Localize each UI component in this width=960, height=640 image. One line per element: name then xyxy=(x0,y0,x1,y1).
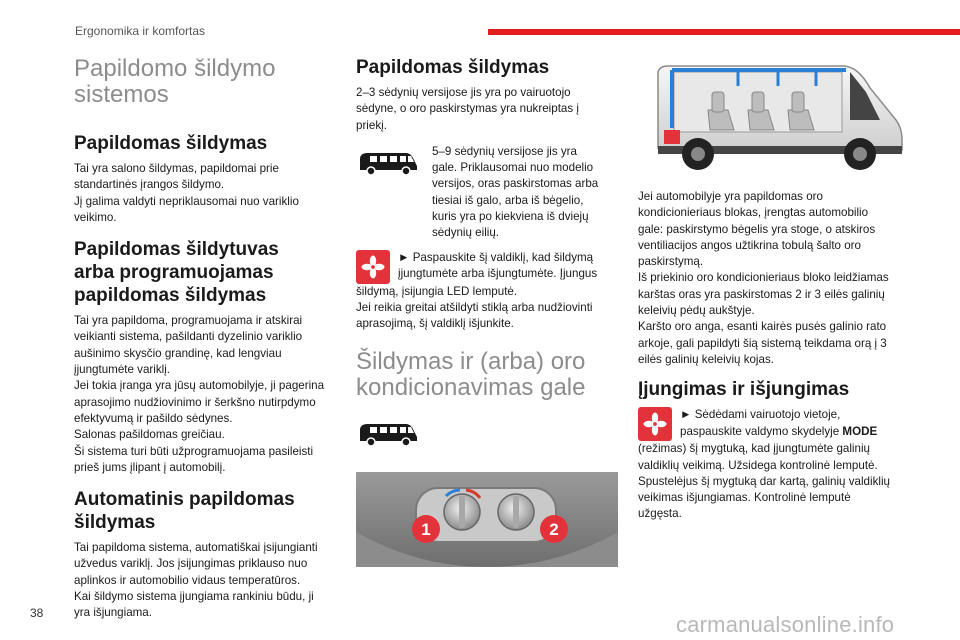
text-line: Tai papildoma sistema, automatiškai įsijungianti xyxy=(74,541,318,555)
text-line: paskirstymą. xyxy=(638,255,704,269)
text-line: kuris yra po kiekviena iš dviejų xyxy=(432,210,589,224)
text-line: 2–3 sėdynių versijose jis yra po vairuotojo xyxy=(356,86,571,99)
minibus-icon xyxy=(356,148,420,178)
text-line: paspauskite valdymo skydelyje xyxy=(680,424,840,438)
text-line: veikimas išjungiamas. Kontrolinė lemputė xyxy=(638,491,851,505)
mode-control-row xyxy=(638,407,910,441)
header-title: Ergonomika ir komfortas xyxy=(75,24,206,38)
text-line: ► Sėdėdami vairuotojo vietoje, xyxy=(680,408,841,422)
paragraph-rear-ac xyxy=(638,189,910,368)
minibus-icon-small xyxy=(356,419,420,449)
text-line: valdiklių veikimą. Užsidega kontrolinė lemputė. xyxy=(638,458,878,472)
text-line: Tai yra salono šildymas, papildomai prie xyxy=(74,162,279,175)
paragraph-seat-versions xyxy=(356,85,618,134)
text-line: priekį. xyxy=(356,118,387,132)
text-line: Karšto oro anga, esanti kairės pusės galinio rato xyxy=(638,320,887,334)
text-line: sėdynių eilių. xyxy=(432,226,500,240)
mode-instruction-continued xyxy=(638,441,910,522)
fan-instruction-start xyxy=(398,250,597,284)
text-line: ventiliacijos angos užtikrina tobulą šalto oro xyxy=(638,238,861,252)
text-line: Jei reikia greitai atšildyti stiklą arba nudžiovinti xyxy=(356,300,593,314)
fan-icon xyxy=(642,411,668,437)
fan-icon xyxy=(360,254,386,280)
text-line: ► Paspauskite šį valdiklį, kad šildymą xyxy=(398,250,594,264)
text-line: keleivių pėdų aukštyje. xyxy=(638,304,755,318)
column-middle xyxy=(356,56,618,572)
paragraph-additional-heating xyxy=(74,161,336,226)
text-line: Tai yra papildoma, programuojama ir atskirai xyxy=(74,314,303,328)
column-right xyxy=(638,58,910,533)
text-line: (režimas) šį mygtuką, kad įjungtumėte galinių xyxy=(638,442,870,456)
paragraph-rear-versions xyxy=(432,144,598,242)
text-line: aušinimo skysčio grandinę, kad lengviau xyxy=(74,346,282,360)
text-line: šildymą, įsijungia LED lemputė. xyxy=(356,284,518,298)
subtitle-programmable-heater: Papildomas šildytuvas arba programuojamas papildomas šildymas xyxy=(74,239,279,307)
subtitle-on-off: Įjungimas ir išjungimas xyxy=(638,379,850,401)
header-accent-bar xyxy=(488,29,960,35)
text-line: įjungtumėte arba išjungtumėte. Įjungus xyxy=(398,266,598,280)
mode-instruction-start xyxy=(680,407,877,441)
text-line: sėdyne, o oro paskirstymas yra nukreiptas į xyxy=(356,102,579,116)
text-line: veikianti sistema, pašildanti dyzelinio variklio xyxy=(74,330,303,344)
subtitle-automatic-heating: Automatinis papildomas šildymas xyxy=(74,489,295,534)
text-line: įjungtumėte variklį. xyxy=(74,363,171,377)
text-line: gale: paskirstymo bėgelis yra stoge, o atskiros xyxy=(638,222,876,236)
text-line: eilės galinių keleivių kojas. xyxy=(638,352,774,366)
text-line: Jei automobilyje yra papildomas oro xyxy=(638,190,823,203)
mode-fan-button[interactable] xyxy=(638,407,672,441)
mode-keyword: MODE xyxy=(842,424,878,438)
text-line: standartinės įrangos šildymo. xyxy=(74,178,225,192)
text-line: veikimo. xyxy=(74,210,117,224)
text-line: Ši sistema turi būti užprogramuojama pasileisti xyxy=(74,444,314,458)
text-line: Jį galima valdyti nepriklausomai nuo variklio xyxy=(74,194,299,208)
text-line: aplinkos ir automobilio vidaus temperatūros. xyxy=(74,573,301,587)
van-airflow-diagram xyxy=(638,58,910,176)
fan-control-row xyxy=(356,250,618,284)
paragraph-programmable-heater xyxy=(74,313,336,476)
text-line: karštas oras yra paskirstomas 2 ir 3 eilės galinių xyxy=(638,287,885,301)
text-line: Salonas pašildomas greičiau. xyxy=(74,428,225,442)
text-line: 5–9 sėdynių versijose jis yra xyxy=(432,144,577,158)
text-line: tiesiai iš galo, arba iš bėgelio, xyxy=(432,193,584,207)
text-line: Jei tokia įranga yra jūsų automobilyje, ji pagerina xyxy=(74,379,325,393)
watermark: carmanualsonline.info xyxy=(676,612,895,637)
section-title-auxiliary-heating: Papildomo šildymo sistemos xyxy=(74,55,276,108)
fan-control-button[interactable] xyxy=(356,250,390,284)
text-line: aprasojimo nudžiovinimo ir šerkšno nutirpdymo xyxy=(74,395,316,409)
panel-label-1: 1 xyxy=(421,519,431,539)
van-note-row xyxy=(356,144,618,242)
text-line: užgęsta. xyxy=(638,507,682,521)
text-line: užvedus variklį. Jos įsijungimas priklauso nuo xyxy=(74,557,308,571)
text-line: prieš jums įlipant į automobilį. xyxy=(74,460,226,474)
text-line: versijos, oras paskirstomas arba xyxy=(432,177,599,191)
paragraph-automatic-heating xyxy=(74,540,336,621)
text-line: efektyvumą ir pašildo sėdynes. xyxy=(74,411,233,425)
text-line: arkoje, gali papildyti šią sistemą teikdama orą į 3 xyxy=(638,336,887,350)
subtitle-additional-heating-2: Papildomas šildymas xyxy=(356,57,550,78)
text-line: Kai šildymo sistema įjungiama rankiniu būdu, ji xyxy=(74,590,314,604)
text-line: aprasojimą, šį valdiklį išjunkite. xyxy=(356,317,514,331)
text-line: kondicionieriaus blokas, įrengtas automobilio xyxy=(638,206,869,220)
subtitle-additional-heating: Papildomas šildymas xyxy=(74,133,268,154)
text-line: Spustelėjus šį mygtuką dar kartą, galinių valdiklių xyxy=(638,474,890,488)
column-left xyxy=(74,56,336,632)
panel-label-2: 2 xyxy=(549,519,559,539)
text-line: gale. Priklausomai nuo modelio xyxy=(432,161,594,175)
text-line: Iš priekinio oro kondicionieriaus bloko leidžiamas xyxy=(638,271,889,285)
section-title-rear-climate: Šildymas ir (arba) oro kondicionavimas gale xyxy=(356,347,586,401)
page-number: 38 xyxy=(30,606,44,620)
rear-control-panel-image xyxy=(356,472,618,567)
text-line: yra išjungiama. xyxy=(74,606,152,620)
fan-instruction-continued xyxy=(356,284,618,333)
